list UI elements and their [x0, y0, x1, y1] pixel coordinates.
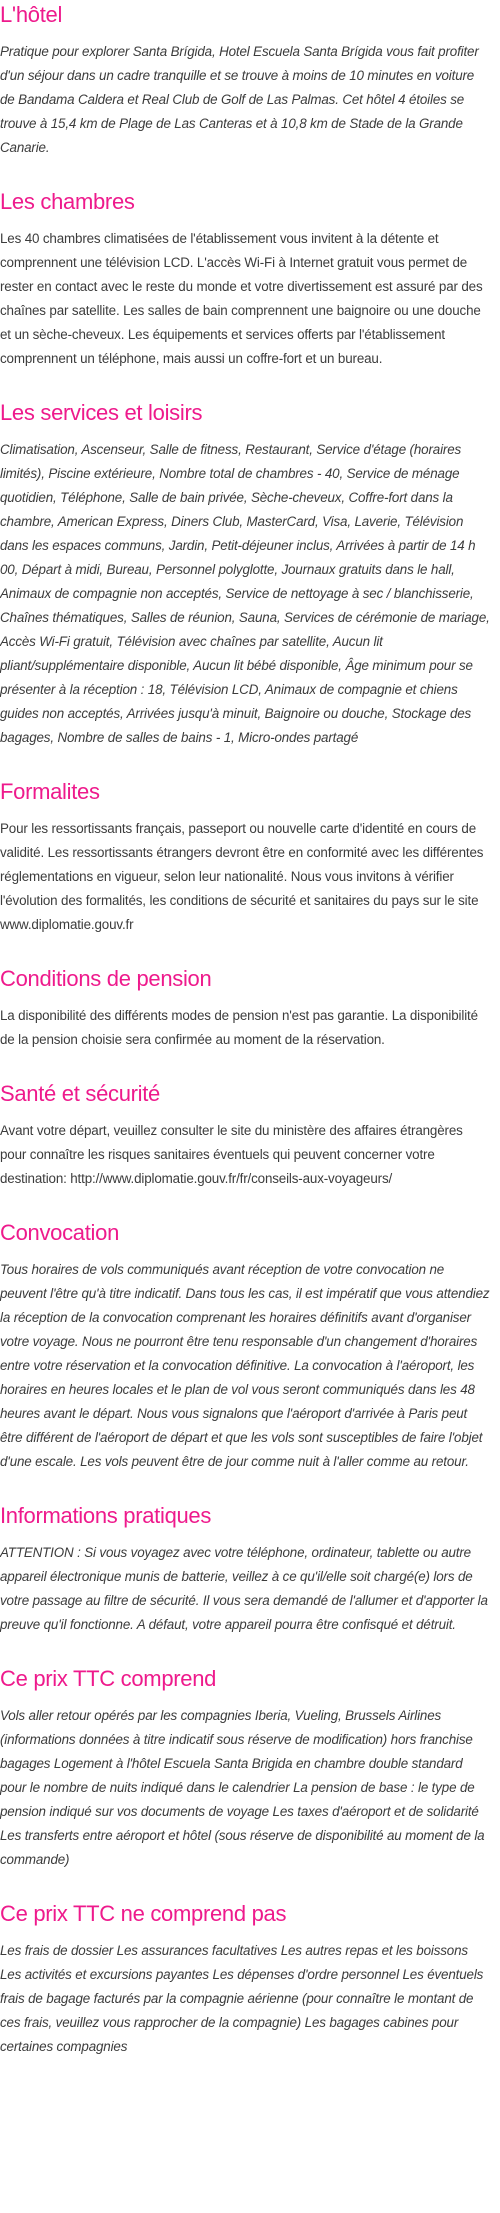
section-text: Les 40 chambres climatisées de l'établissement vous invitent à la détente et comprennent une télévision LCD. L'accès Wi-Fi à Internet gratuit vous permet de rester en contact avec le reste du monde et votre divertissement est assuré par des chaînes par satellite. Les salles de bain comprennent une baignoire ou une douche et un sèche-cheveux. Les équipements et services offerts par l'établissement comprennent un téléphone, mais aussi un coffre-fort et un bureau. [0, 231, 483, 366]
section-rooms [0, 189, 492, 371]
section-text: Les frais de dossier Les assurances facultatives Les autres repas et les boissons Les activités et excursions payantes Les dépenses d'ordre personnel Les éventuels frais de bagage facturés par la compagnie aérienne (pour connaître le montant de ces frais, veuillez vous rapprocher de la compagnie) Les bagages cabines pour certaines compagnies [0, 1943, 484, 2054]
section-price-excludes [0, 1901, 492, 2059]
section-title: Les chambres [0, 189, 135, 214]
section-price-includes [0, 1666, 492, 1872]
section-text: ATTENTION : Si vous voyagez avec votre téléphone, ordinateur, tablette ou autre appareil électronique munis de batterie, veillez à ce qu'il/elle soit chargé(e) lors de votre passage au filtre de sécurité. Il vous sera demandé de l'allumer et d'apporter la preuve qu'il fonctionne. A défaut, votre appareil pourra être confisqué et détruit. [0, 1545, 488, 1632]
section-text: La disponibilité des différents modes de pension n'est pas garantie. La disponibilité de la pension choisie sera confirmée au moment de la réservation. [0, 1008, 478, 1047]
section-text: Climatisation, Ascenseur, Salle de fitness, Restaurant, Service d'étage (horaires limités), Piscine extérieure, Nombre total de chambres - 40, Service de ménage quotidien, Téléphone, Salle de bain privée, Sèche-cheveux, Coffre-fort dans la chambre, American Express, Diners Club, MasterCard, Visa, Laverie, Télévision dans les espaces communs, Jardin, Petit-déjeuner inclus, Arrivées à partir de 14 h 00, Départ à midi, Bureau, Personnel polyglotte, Journaux gratuits dans le hall, Animaux de compagnie non acceptés, Service de nettoyage à sec / blanchisserie, Chaînes thématiques, Salles de réunion, Sauna, Services de cérémonie de mariage, Accès Wi-Fi gratuit, Télévision avec chaînes par satellite, Aucun lit pliant/supplémentaire disponible, Aucun lit bébé disponible, Âge minimum pour se présenter à la réception : 18, Télévision LCD, Animaux de compagnie et chiens guides non acceptés, Arrivées jusqu'à minuit, Baignoire ou douche, Stockage des bagages, Nombre de salles de bains - 1, Micro-ondes partagé [0, 442, 490, 745]
section-health-safety [0, 1081, 492, 1191]
section-title: Conditions de pension [0, 966, 212, 991]
section-title: Les services et loisirs [0, 400, 203, 425]
section-title: Ce prix TTC ne comprend pas [0, 1901, 287, 1926]
section-text: Tous horaires de vols communiqués avant réception de votre convocation ne peuvent l'être qu'à titre indicatif. Dans tous les cas, il est impératif que vous attendiez la réception de la convocation comprenant les horaires définitifs avant d'organiser votre voyage. Nous ne pourront être tenu responsable d'un changement d'horaires entre votre réservation et la convocation définitive. La convocation à l'aéroport, les horaires en heures locales et le plan de vol vous seront communiqués dans les 48 heures avant le départ. Nous vous signalons que l'aéroport d'arrivée à Paris peut être différent de l'aéroport de départ et que les vols sont susceptibles de faire l'objet d'une escale. Les vols peuvent être de jour comme nuit à l'aller comme au retour. [0, 1262, 490, 1469]
section-title: Informations pratiques [0, 1503, 212, 1528]
section-title: Santé et sécurité [0, 1081, 160, 1106]
section-practical-info [0, 1503, 492, 1637]
section-title: Ce prix TTC comprend [0, 1666, 217, 1691]
section-title: Formalites [0, 779, 100, 804]
section-services [0, 400, 492, 750]
section-text: Avant votre départ, veuillez consulter le site du ministère des affaires étrangères pour connaître les risques sanitaires éventuels qui peuvent concerner votre destination: http://www.diplomatie.gouv.fr/fr/conseils-aux-voyageurs/ [0, 1123, 463, 1186]
section-formalities [0, 779, 492, 937]
section-hotel [0, 2, 492, 160]
section-text: Vols aller retour opérés par les compagnies Iberia, Vueling, Brussels Airlines (informations données à titre indicatif sous réserve de modification) hors franchise bagages Logement à l'hôtel Escuela Santa Brigida en chambre double standard pour le nombre de nuits indiqué dans le calendrier La pension de base : le type de pension indiqué sur vos documents de voyage Les taxes d'aéroport et de solidarité Les transferts entre aéroport et hôtel (sous réserve de disponibilité au moment de la commande) [0, 1708, 485, 1867]
section-board-conditions [0, 966, 492, 1052]
section-convocation [0, 1220, 492, 1474]
section-title: L'hôtel [0, 2, 63, 27]
section-title: Convocation [0, 1220, 119, 1245]
section-text: Pratique pour explorer Santa Brígida, Hotel Escuela Santa Brígida vous fait profiter d'un séjour dans un cadre tranquille et se trouve à moins de 10 minutes en voiture de Bandama Caldera et Real Club de Golf de Las Palmas. Cet hôtel 4 étoiles se trouve à 15,4 km de Plage de Las Canteras et à 10,8 km de Stade de la Grande Canarie. [0, 44, 479, 155]
section-text: Pour les ressortissants français, passeport ou nouvelle carte d'identité en cours de validité. Les ressortissants étrangers devront être en conformité avec les différentes réglementations en vigueur, selon leur nationalité. Nous vous invitons à vérifier l'évolution des formalités, les conditions de sécurité et sanitaires du pays sur le site www.diplomatie.gouv.fr [0, 821, 484, 932]
